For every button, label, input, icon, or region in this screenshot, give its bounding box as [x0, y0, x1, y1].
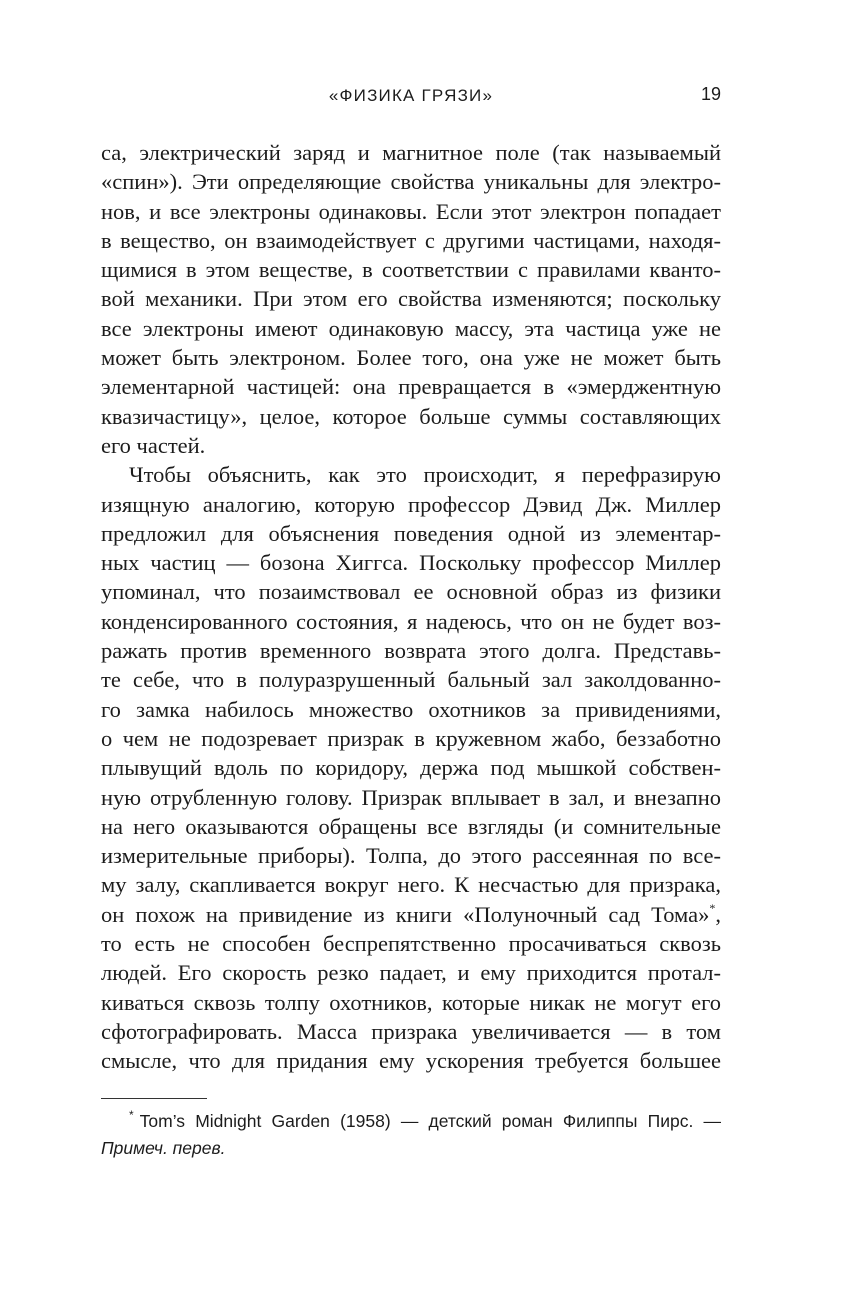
text-line: «спин»). Эти определяющие свойства уникальны для электро- [101, 169, 721, 195]
text-line: в вещество, он взаимодействует с другими частицами, находя- [101, 227, 721, 253]
footnote [101, 1108, 721, 1162]
footnote-text: Tom’s Midnight Garden (1958) — детский роман Филиппы Пирс. — [139, 1111, 721, 1131]
text-line: ную отрубленную голову. Призрак вплывает в зал, и внезапно [101, 784, 721, 810]
text-line: элементарной частицей: она превращается в «эмерджентную [101, 374, 721, 400]
text-line-segment: , [715, 901, 721, 927]
text-line: может быть электроном. Более того, она уже не может быть [101, 345, 721, 371]
text-line: вой механики. При этом его свойства изменяются; поскольку [101, 286, 721, 312]
text-line: нов, и все электроны одинаковы. Если этот электрон попадает [101, 198, 721, 224]
text-line: го замка набилось множество охотников за привидениями, [101, 696, 721, 722]
text-line: смысле, что для придания ему ускорения требуется большее [101, 1048, 721, 1074]
text-line: то есть не способен беспрепятственно просачиваться сквозь [101, 931, 721, 957]
text-line: сфотографировать. Масса призрака увеличивается — в том [101, 1018, 721, 1044]
text-line: са, электрический заряд и магнитное поле (так называемый [101, 140, 721, 165]
text-line: людей. Его скорость резко падает, и ему приходится протал- [101, 960, 721, 986]
text-line: измерительные приборы). Толпа, до этого рассеянная по все- [101, 843, 721, 869]
text-line: все электроны имеют одинаковую массу, эта частица уже не [101, 315, 721, 341]
text-line-with-footnote [101, 900, 721, 929]
text-line: о чем не подозревает призрак в кружевном жабо, беззаботно [101, 725, 721, 751]
text-line: упоминал, что позаимствовал ее основной образ из физики [101, 579, 721, 605]
running-head [101, 82, 721, 112]
text-line: изящную аналогию, которую профессор Дэвид Дж. Миллер [101, 491, 721, 517]
text-line: плывущий вдоль по коридору, держа под мышкой собствен- [101, 755, 721, 781]
text-line: конденсированного состояния, я надеюсь, что он не будет воз- [101, 608, 721, 634]
body-text [101, 138, 721, 1076]
text-line: ных частиц — бозона Хиггса. Поскольку профессор Миллер [101, 550, 721, 576]
text-line: Чтобы объяснить, как это происходит, я перефразирую [129, 462, 721, 488]
text-line: щимися в этом веществе, в соответствии с правилами кванто- [101, 257, 721, 283]
text-line-segment: он похож на привидение из книги «Полуночный сад Тома» [101, 901, 710, 927]
footnote-line [101, 1108, 721, 1135]
page-number: 19 [700, 84, 721, 104]
text-line: ражать против временного возврата этого долга. Представь- [101, 638, 721, 664]
running-title: «ФИЗИКА ГРЯЗИ» [328, 86, 494, 105]
text-line: предложил для объяснения поведения одной из элементар- [101, 520, 721, 546]
footnote-divider [101, 1098, 207, 1099]
text-line: те себе, что в полуразрушенный бальный зал заколдованно- [101, 667, 721, 693]
text-line: квазичастицу», целое, которое больше суммы составляющих [101, 403, 721, 429]
footnote-reference[interactable]: * [709, 900, 716, 915]
footnote-marker: * [129, 1108, 134, 1122]
text-line: его частей. [101, 432, 206, 458]
text-line: му залу, скапливается вокруг него. К несчастью для призрака, [101, 872, 721, 898]
text-line: на него оказываются обращены все взгляды (и сомнительные [101, 813, 721, 839]
text-line: киваться сквозь толпу охотников, которые никак не могут его [101, 989, 721, 1015]
footnote-translator-note: Примеч. перев. [101, 1138, 226, 1158]
